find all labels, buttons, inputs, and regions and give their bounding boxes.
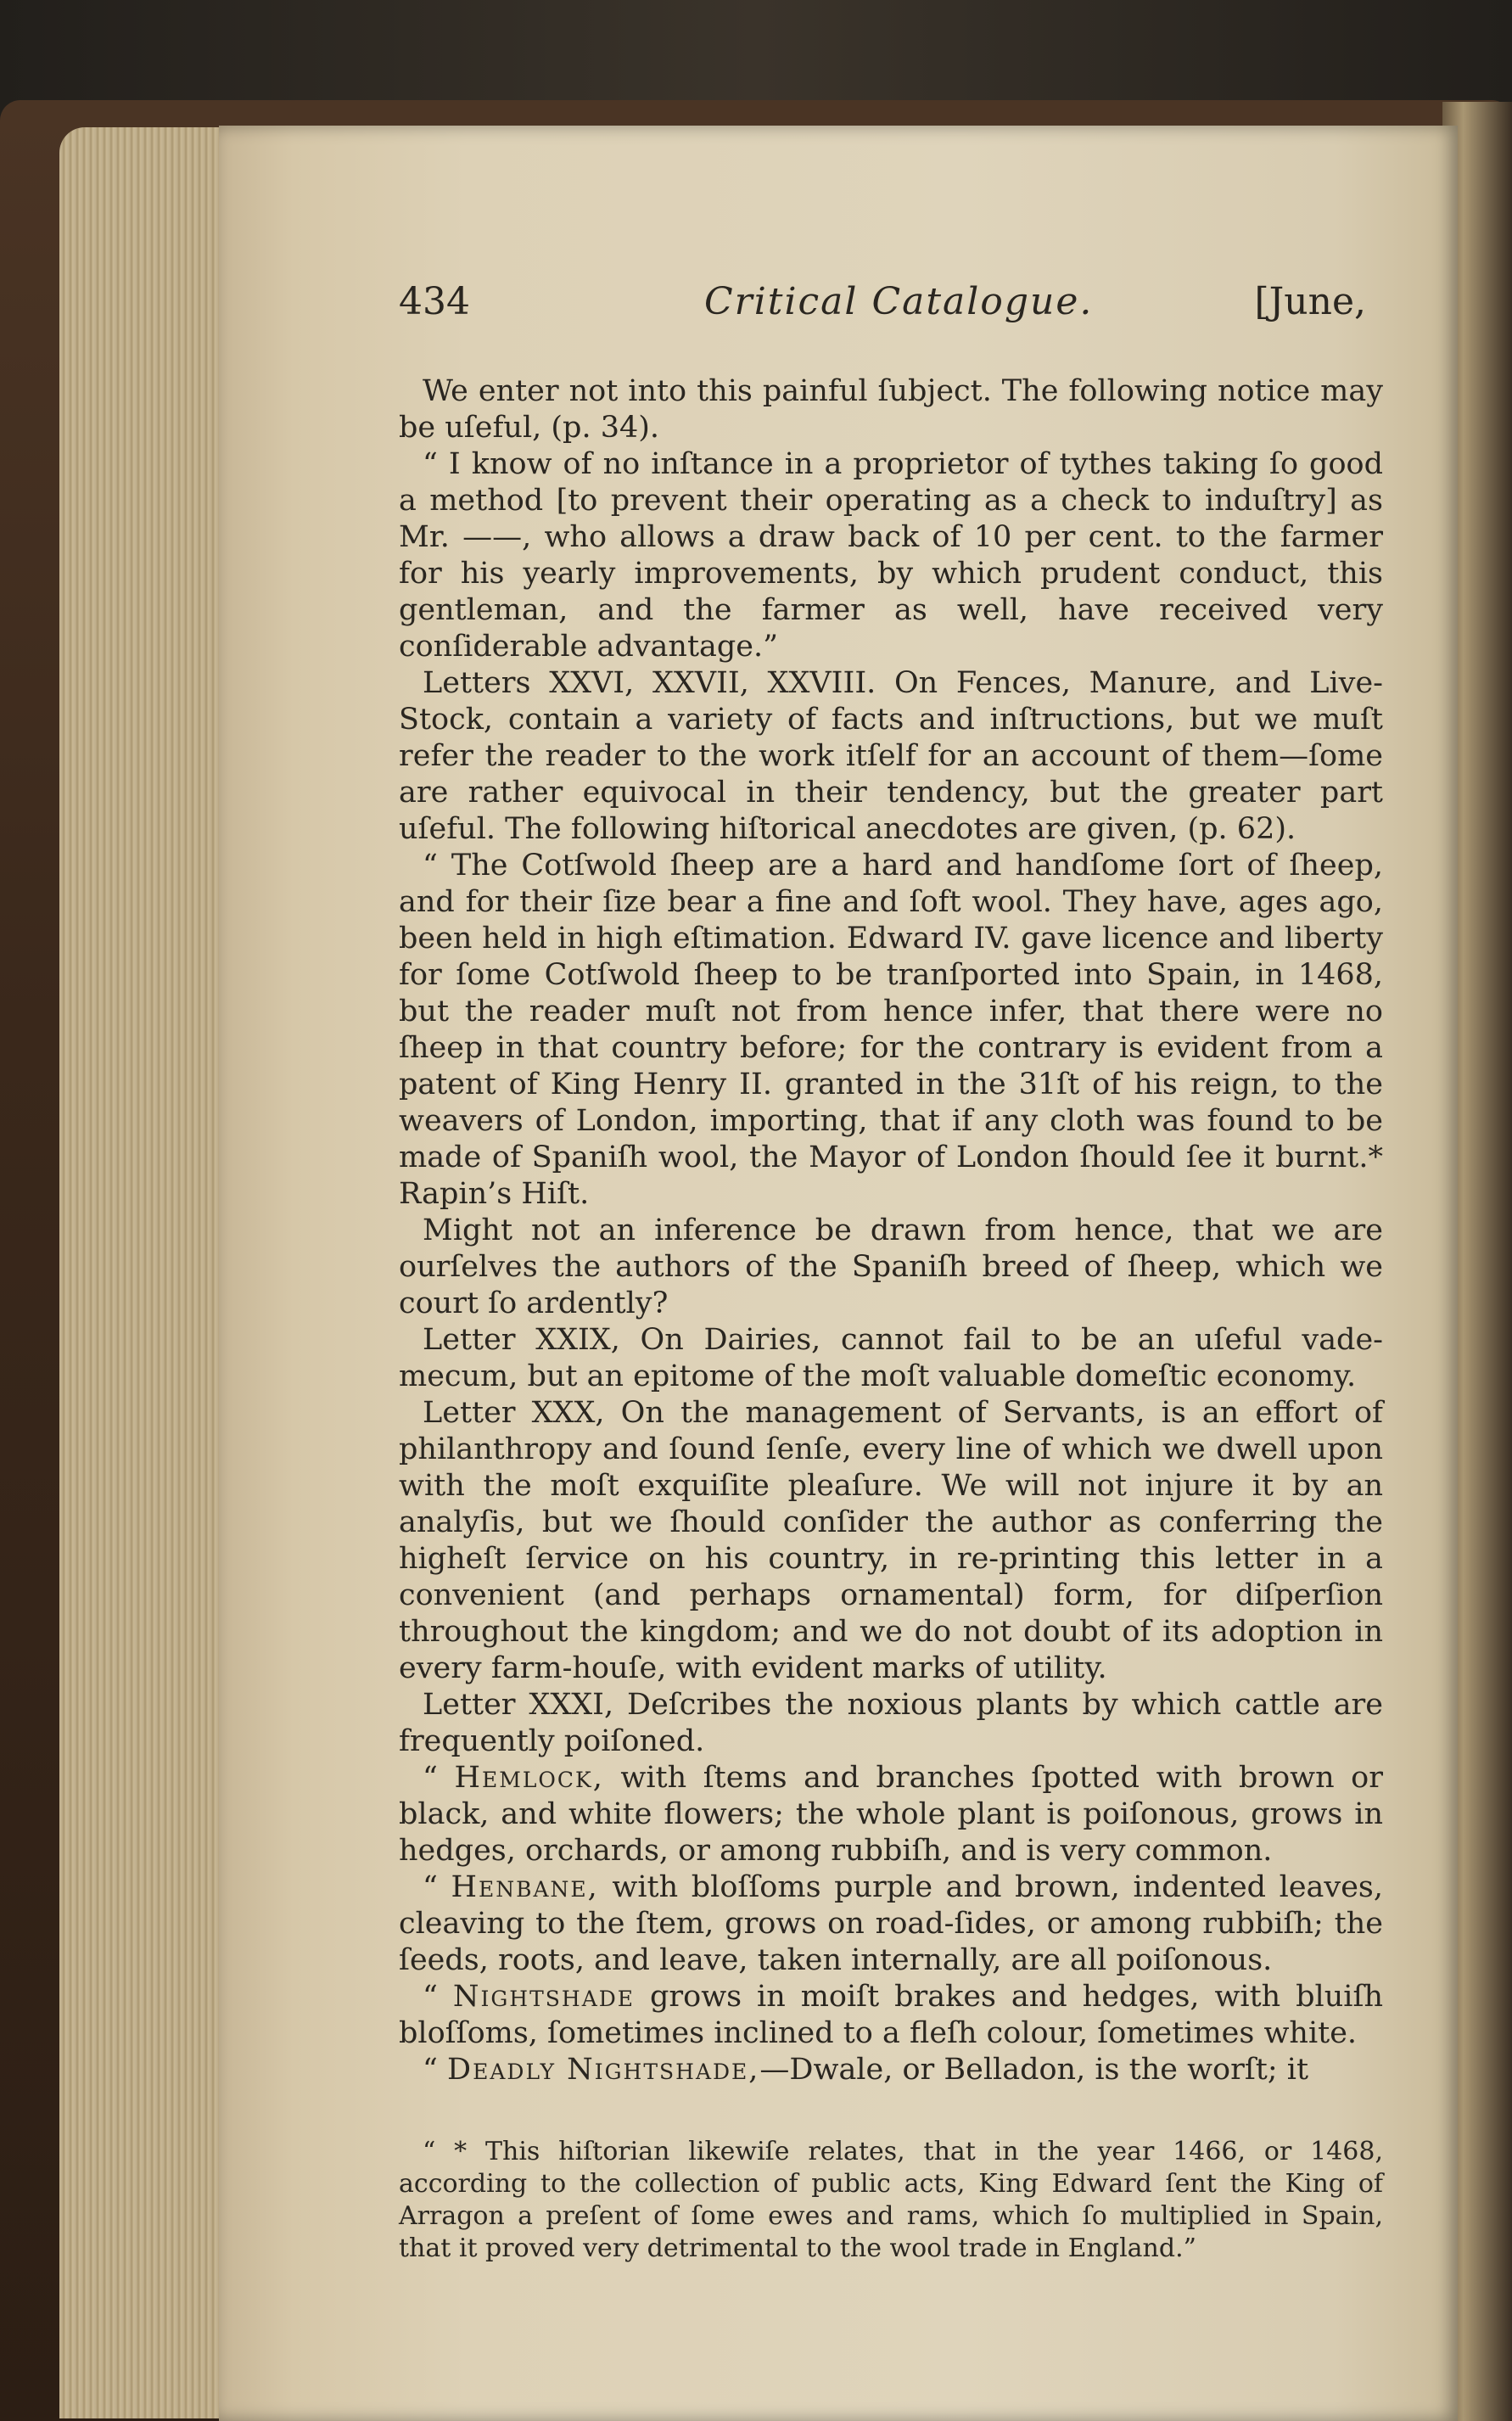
paragraph: Letter XXIX, On Dairies, cannot fail to be an uſeful vade-mecum, but an epitome of the moſt valuable domeſtic economy. bbox=[399, 1323, 1383, 1393]
plant-name: Henbane, bbox=[451, 1870, 599, 1904]
paragraph: “ I know of no inſtance in a proprietor of tythes taking ſo good a method [to prevent their operating as a check to induſtry] as Mr. ——, who allows a draw back of 10 per cent. to the farmer for his yearly improvements, by which prudent conduct, this gentleman, and the farmer as well, have received very conſiderable advantage.” bbox=[399, 447, 1383, 664]
page-content bbox=[399, 280, 1383, 2265]
paragraph-text: with ſtems and branches ſpotted with brown or black, and white flowers; the whole plant is poiſonous, grows in hedges, orchards, or among rubbiſh, and is very common. bbox=[399, 1761, 1383, 1868]
paragraph-text: grows in moiſt brakes and hedges, with bluiſh bloſſoms, ſometimes inclined to a fleſh colour, ſometimes white. bbox=[399, 1980, 1383, 2050]
paragraph: Letter XXX, On the management of Servants, is an effort of philanthropy and ſound ſenſe, every line of which we dwell upon with the moſt exquiſite pleaſure. We will not injure it by an analyſis, but we ſhould conſider the author as conferring the higheſt ſervice on his country, in re-printing this letter in a convenient (and perhaps ornamental) form, for diſperſion throughout the kingdom; and we do not doubt of its adoption in every farm-houſe, with evident marks of utility. bbox=[399, 1396, 1383, 1685]
page-edges-left bbox=[59, 127, 229, 2418]
paragraph-nightshade: “ Nightshade grows in moiſt brakes and hedges, with bluiſh bloſſoms, ſometimes inclined to a fleſh colour, ſometimes white. bbox=[399, 1980, 1383, 2050]
paragraph: Letters XXVI, XXVII, XXVIII. On Fences, Manure, and Live-Stock, contain a variety of facts and inſtructions, but we muſt refer the reader to the work itſelf for an account of them—ſome are rather equivocal in their tendency, but the greater part uſeful. The following hiſtorical anecdotes are given, (p. 62). bbox=[399, 666, 1383, 846]
paragraph: Might not an inference be drawn from hence, that we are ourſelves the authors of the Spaniſh breed of ſheep, which we court ſo ardently? bbox=[399, 1213, 1383, 1320]
running-title: Critical Catalogue. bbox=[704, 280, 1094, 323]
paragraph: Letter XXXI, Deſcribes the noxious plants by which cattle are frequently poiſoned. bbox=[399, 1688, 1383, 1758]
plant-name: Hemlock, bbox=[454, 1761, 604, 1795]
page-number: 434 bbox=[399, 280, 470, 323]
paragraph-text: with bloſſoms purple and brown, indented leaves, cleaving to the ſtem, grows on road-ſides, or among rubbiſh; the ſeeds, roots, and leave, taken internally, are all poiſonous. bbox=[399, 1870, 1383, 1977]
plant-name: Nightshade bbox=[452, 1980, 636, 2014]
plant-name: Deadly Nightshade, bbox=[447, 2053, 760, 2087]
page-header bbox=[399, 280, 1383, 339]
paragraph-deadly-nightshade: “ Deadly Nightshade,—Dwale, or Belladon, is the worſt; it bbox=[423, 2053, 1309, 2087]
running-date: [June, bbox=[1254, 280, 1366, 323]
footnote: “ * This hiſtorian likewiſe relates, that in the year 1466, or 1468, according to the collection of public acts, King Edward ſent the King of Arragon a preſent of ſome ewes and rams, which ſo multiplied in Spain, that it proved very detrimental to the wool trade in England.” bbox=[399, 2137, 1383, 2263]
body-text bbox=[399, 373, 1383, 2088]
paragraph: “ The Cotſwold ſheep are a hard and handſome ſort of ſheep, and for their ſize bear a fine and ſoft wool. They have, ages ago, been held in high eſtimation. Edward IV. gave licence and liberty for ſome Cotſwold ſheep to be tranſported into Spain, in 1468, but the reader muſt not from hence infer, that there were no ſheep in that country before; for the contrary is evident from a patent of King Henry II. granted in the 31ſt of his reign, to the weavers of London, importing, that if any cloth was found to be made of Spaniſh wool, the Mayor of London ſhould ſee it burnt.* Rapin’s Hiſt. bbox=[399, 849, 1383, 1211]
paragraph-hemlock: “ Hemlock, with ſtems and branches ſpotted with brown or black, and white flowers; the whole plant is poiſonous, grows in hedges, orchards, or among rubbiſh, and is very common. bbox=[399, 1761, 1383, 1868]
paragraph-henbane: “ Henbane, with bloſſoms purple and brown, indented leaves, cleaving to the ſtem, grows on road-ſides, or among rubbiſh; the ſeeds, roots, and leave, taken internally, are all poiſonous. bbox=[399, 1870, 1383, 1977]
paragraph: We enter not into this painful ſubject. The following notice may be uſeful, (p. 34). bbox=[399, 374, 1383, 445]
paragraph-text: —Dwale, or Belladon, is the worſt; it bbox=[759, 2053, 1309, 2087]
